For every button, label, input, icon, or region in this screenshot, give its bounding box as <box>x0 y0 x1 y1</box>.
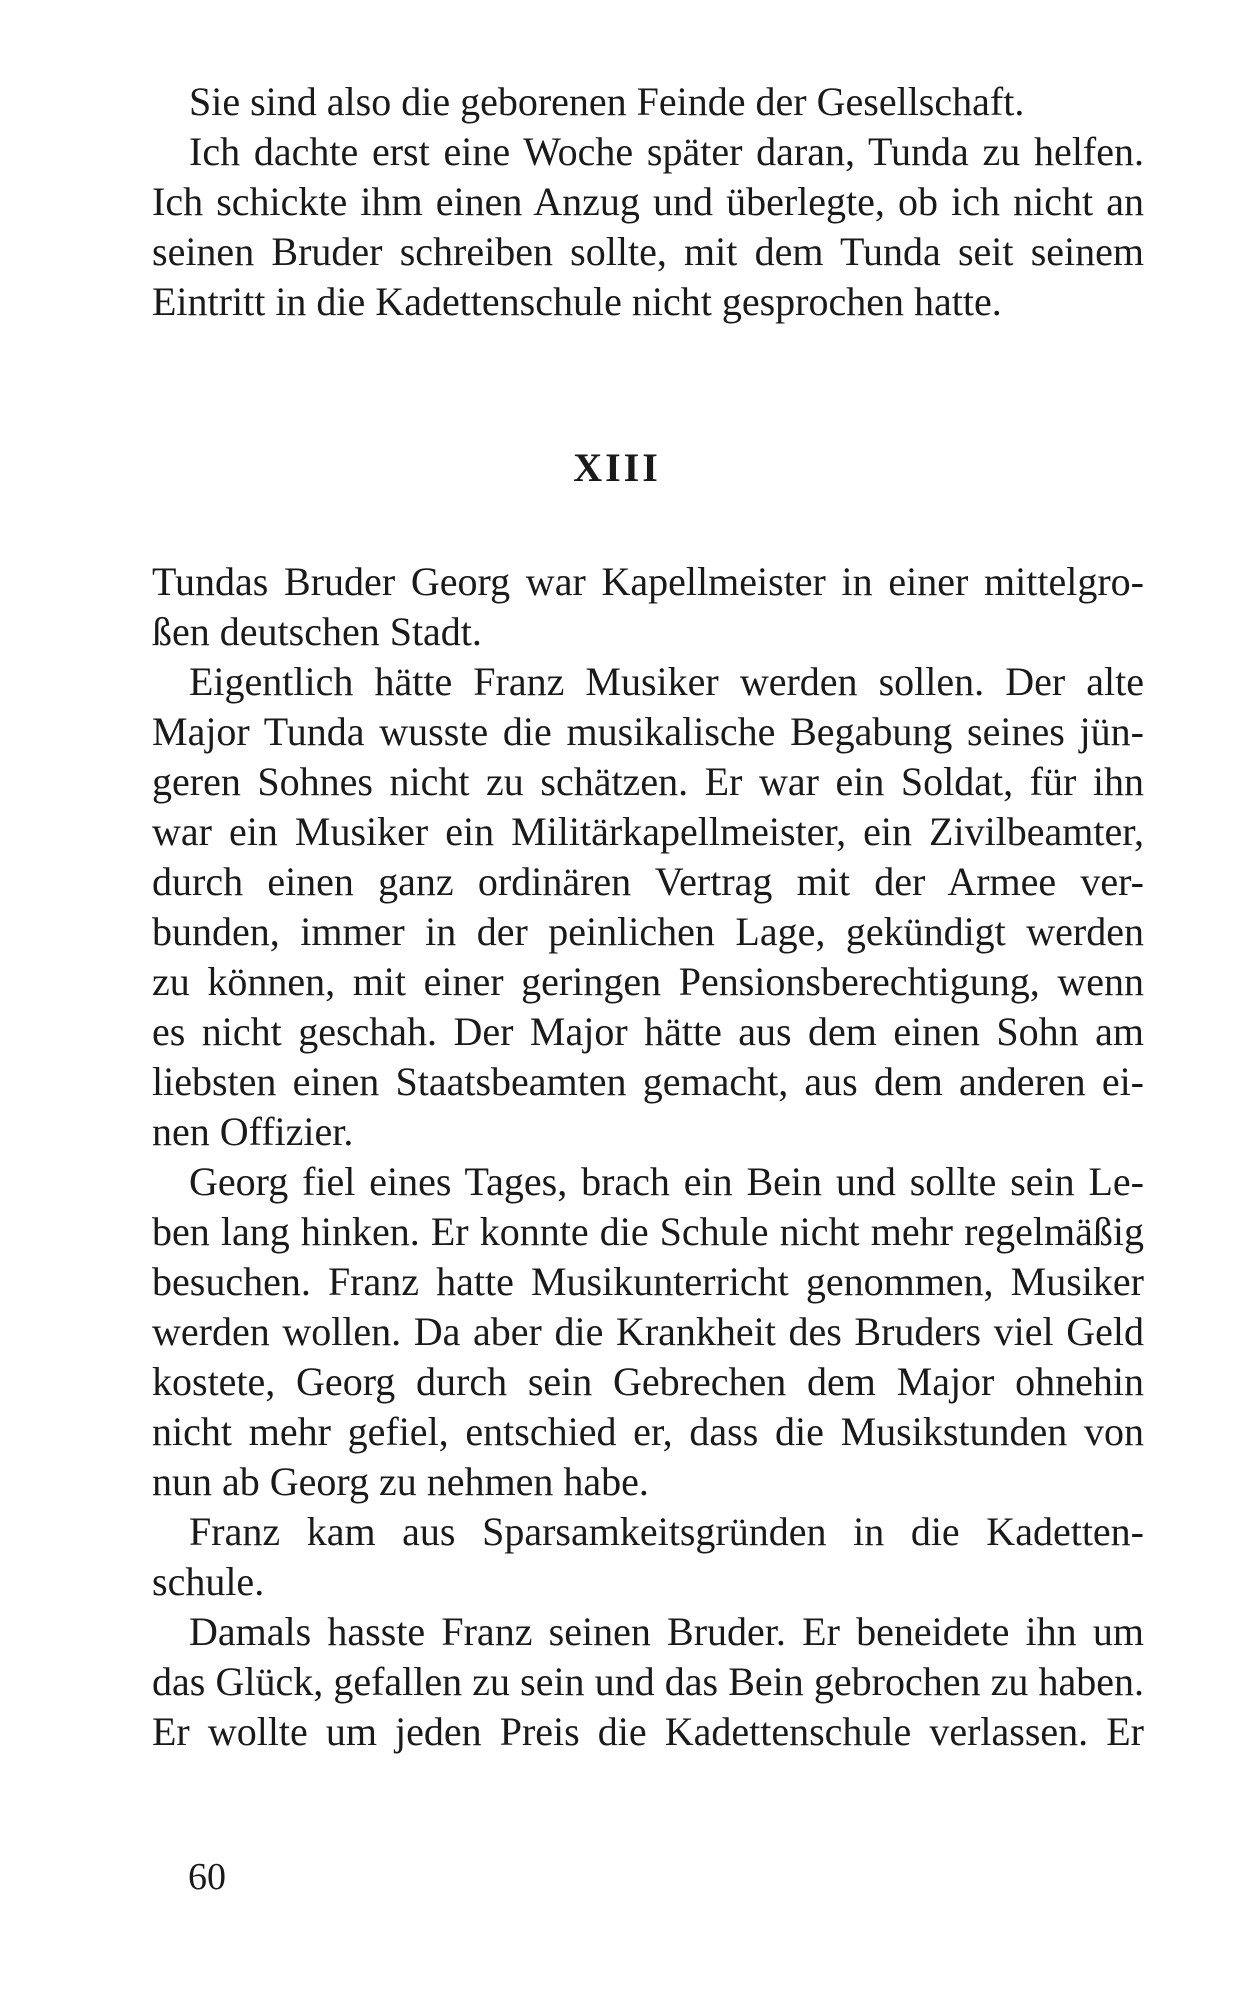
text-line: bunden, immer in der peinlichen Lage, gekündigt werden <box>152 909 1144 954</box>
text-line: war ein Musiker ein Militärkapellmeister, ein Zivilbeamter, <box>152 809 1144 854</box>
text-line: nicht mehr gefiel, entschied er, dass die Musikstunden von <box>152 1409 1144 1454</box>
text-line: das Glück, gefallen zu sein und das Bein gebrochen zu haben. <box>152 1659 1144 1704</box>
text-line: durch einen ganz ordinären Vertrag mit der Armee ver- <box>152 859 1144 904</box>
text-line: werden wollen. Da aber die Krankheit des Bruders viel Geld <box>152 1309 1144 1354</box>
text-line: seinen Bruder schreiben sollte, mit dem Tunda seit seinem <box>152 229 1144 274</box>
text-line: es nicht geschah. Der Major hätte aus dem einen Sohn am <box>152 1009 1144 1054</box>
text-line: kostete, Georg durch sein Gebrechen dem Major ohnehin <box>152 1359 1144 1404</box>
chapter-heading: XIII <box>573 445 661 490</box>
text-line: nen Offizier. <box>152 1109 354 1154</box>
text-line: geren Sohnes nicht zu schätzen. Er war ein Soldat, für ihn <box>152 759 1144 804</box>
text-line: Ich dachte erst eine Woche später daran, Tunda zu helfen. <box>189 129 1144 174</box>
text-line: Franz kam aus Sparsamkeitsgründen in die Kadetten- <box>189 1509 1144 1554</box>
text-line: nun ab Georg zu nehmen habe. <box>152 1459 649 1504</box>
text-line: liebsten einen Staatsbeamten gemacht, aus dem anderen ei- <box>152 1059 1144 1104</box>
text-line: ßen deutschen Stadt. <box>152 609 482 654</box>
text-line: Tundas Bruder Georg war Kapellmeister in einer mittelgro- <box>152 559 1144 604</box>
text-line: besuchen. Franz hatte Musikunterricht genommen, Musiker <box>152 1259 1144 1304</box>
text-line: schule. <box>152 1559 265 1604</box>
text-line: Eintritt in die Kadettenschule nicht gesprochen hatte. <box>152 279 1002 324</box>
text-line: Georg fiel eines Tages, brach ein Bein und sollte sein Le- <box>189 1159 1144 1204</box>
text-line: Major Tunda wusste die musikalische Begabung seines jün- <box>152 709 1144 754</box>
text-line: zu können, mit einer geringen Pensionsberechtigung, wenn <box>152 959 1144 1004</box>
page-number: 60 <box>188 1856 226 1898</box>
text-line: Ich schickte ihm einen Anzug und überlegte, ob ich nicht an <box>152 179 1144 224</box>
text-line: Er wollte um jeden Preis die Kadettenschule verlassen. Er <box>152 1709 1144 1754</box>
text-line: Sie sind also die geborenen Feinde der Gesellschaft. <box>189 79 1025 124</box>
text-line: ben lang hinken. Er konnte die Schule nicht mehr regelmäßig <box>152 1209 1144 1254</box>
text-line: Damals hasste Franz seinen Bruder. Er beneidete ihn um <box>189 1609 1144 1654</box>
text-line: Eigentlich hätte Franz Musiker werden sollen. Der alte <box>189 659 1144 704</box>
